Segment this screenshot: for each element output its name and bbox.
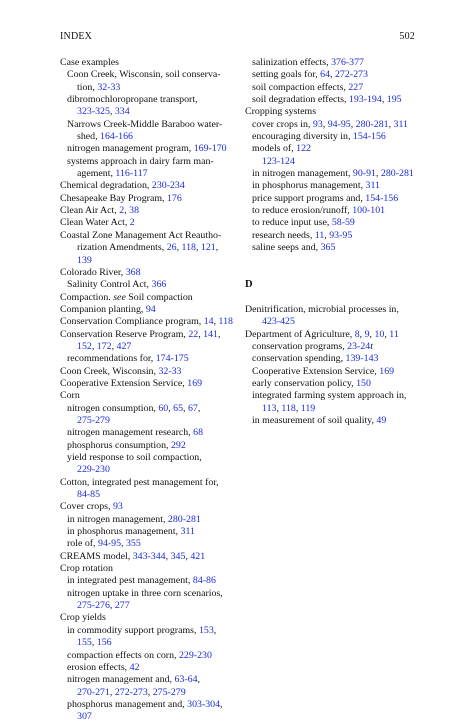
index-entry (60, 489, 238, 501)
index-entry (60, 180, 238, 192)
index-entry (245, 230, 420, 242)
page-reference-link[interactable]: 227 (348, 81, 364, 93)
index-entry (60, 551, 238, 563)
index-entry (60, 366, 238, 378)
entry-text: , (195, 242, 201, 254)
entry-text: to reduce erosion/runoff, (252, 205, 353, 217)
index-entry (60, 440, 238, 452)
page-reference-link[interactable]: 11 (389, 328, 399, 340)
entry-text: , (276, 402, 282, 414)
index-entry (60, 403, 238, 415)
entry-text: , (91, 340, 97, 352)
index-entry (245, 156, 420, 168)
index-entry (60, 378, 238, 390)
entry-text: research needs, (252, 229, 315, 241)
entry-text: Cooperative Extension Service, (252, 365, 380, 377)
page-reference-link[interactable]: 10 (374, 328, 385, 340)
page-reference-link[interactable]: 49 (376, 414, 387, 426)
entry-text: integrated farming system approach in, (252, 390, 407, 402)
entry-text: Coon Creek, Wisconsin, (60, 365, 159, 377)
entry-text: Salinity Control Act, (67, 279, 152, 291)
entry-text: encouraging diversity in, (252, 131, 353, 143)
index-entry (60, 205, 238, 217)
entry-text: , (213, 316, 219, 328)
page-reference-link[interactable]: 11 (314, 229, 325, 241)
page-reference-link[interactable]: 122 (296, 143, 311, 155)
section-letter: D (245, 279, 253, 291)
page-reference-link[interactable]: 280-281 (355, 118, 389, 130)
index-entry (60, 316, 238, 328)
index-entry (60, 699, 238, 711)
entry-text: , (197, 674, 201, 686)
page-reference-link[interactable]: 23-24 (347, 340, 371, 352)
index-entry (245, 304, 420, 316)
entry-text: , (295, 402, 301, 414)
index-entry (245, 106, 420, 118)
entry-text: rization Amendments, (77, 242, 167, 254)
page-reference-link[interactable]: 8 (354, 328, 360, 340)
page-reference-link[interactable]: 116-117 (115, 168, 148, 180)
entry-text: , (381, 94, 387, 106)
page-reference-link[interactable]: 174-175 (155, 353, 189, 365)
entry-text: Chesapeake Bay Program, (60, 192, 167, 204)
index-entry (245, 131, 420, 143)
entry-text: tion, (77, 81, 98, 93)
index-entry (245, 403, 420, 415)
index-entry (60, 600, 238, 612)
entry-text: , (121, 538, 126, 550)
index-entry (60, 427, 238, 439)
page-reference-link[interactable]: 311 (365, 180, 380, 192)
index-entry (60, 526, 238, 538)
entry-text: Corn (60, 390, 80, 402)
entry-text: nitrogen management research, (67, 427, 194, 439)
entry-text: , (369, 328, 375, 340)
index-entry (60, 514, 238, 526)
page-reference-link[interactable]: 94-95 (98, 538, 122, 550)
page-number: 502 (399, 31, 415, 42)
entry-text: systems approach in dairy farm man- (67, 155, 214, 167)
page-reference-link[interactable]: 345 (170, 550, 186, 562)
page-reference-link[interactable]: 153 (198, 624, 214, 636)
page-reference-link[interactable]: 93 (112, 501, 123, 513)
entry-text: , (330, 69, 335, 81)
index-entry (60, 57, 238, 69)
page-reference-link[interactable]: 277 (114, 600, 130, 612)
index-entry (60, 625, 238, 637)
spacer (245, 292, 420, 304)
entry-text: salinization effects, (252, 57, 332, 68)
index-entry (60, 415, 238, 427)
index-entry (245, 242, 420, 254)
page-reference-link[interactable]: 230-234 (151, 180, 185, 192)
page-reference-link[interactable]: 229-230 (77, 464, 110, 476)
page-reference-link[interactable]: 169-170 (193, 143, 227, 155)
page-reference-link[interactable]: 355 (125, 538, 141, 550)
page-reference-link[interactable]: 169 (187, 377, 203, 389)
entry-text: , (111, 340, 117, 352)
page-reference-link[interactable]: 150 (356, 377, 371, 389)
index-entry (60, 143, 238, 155)
entry-text: erosion effects, (67, 661, 130, 673)
page-reference-link[interactable]: 68 (193, 427, 203, 439)
page-reference-link[interactable]: 90-91 (352, 168, 376, 180)
entry-text: , (220, 698, 223, 710)
entry-text: Coastal Zone Management Act Reautho- (60, 229, 222, 241)
page-reference-link[interactable]: 118 (181, 242, 196, 254)
entry-text: Coon Creek, Wisconsin, soil conserva- (67, 69, 221, 81)
page-reference-link[interactable]: 423-425 (262, 316, 295, 328)
entry-text: Compaction. (60, 291, 114, 303)
page-reference-link[interactable]: 84-86 (192, 575, 216, 587)
entry-text: , (350, 118, 356, 130)
entry-text: , (213, 624, 217, 636)
page-reference-link[interactable]: 118 (218, 316, 233, 328)
index-column-left (60, 57, 238, 724)
entry-text: , (176, 242, 182, 254)
entry-text: , (109, 600, 115, 612)
page-reference-link[interactable]: 58-59 (331, 217, 355, 229)
running-header (60, 31, 415, 45)
page-reference-link[interactable]: 164-166 (100, 131, 133, 143)
page-reference-link[interactable]: 156 (96, 637, 112, 649)
page-reference-link[interactable]: 64 (320, 69, 331, 81)
entry-text: Cooperative Extension Service, (60, 377, 188, 389)
index-entry (60, 563, 238, 575)
page-reference-link[interactable]: 26 (166, 242, 177, 254)
page-reference-link[interactable]: 119 (300, 402, 316, 414)
entry-text: , (91, 637, 97, 649)
page-reference-link[interactable]: 376-377 (331, 57, 364, 68)
page-reference-link[interactable]: 280-281 (380, 168, 414, 180)
index-entry (60, 501, 238, 513)
index-entry (60, 156, 238, 168)
page-reference-link[interactable]: 427 (116, 340, 132, 352)
index-entry (60, 119, 238, 131)
index-entry (60, 464, 238, 476)
page-reference-link[interactable]: 121 (200, 242, 216, 254)
index-entry (60, 131, 238, 143)
entry-text: in measurement of soil quality, (252, 414, 377, 426)
index-entry (60, 588, 238, 600)
index-entry (60, 637, 238, 649)
page-reference-link[interactable]: 93 (312, 118, 323, 130)
cross-reference-term: t (370, 340, 373, 352)
index-entry (245, 193, 420, 205)
entry-text: nitrogen management program, (67, 143, 194, 155)
index-entry (60, 650, 238, 662)
entry-text: Crop yields (60, 612, 106, 624)
entry-text: , (147, 686, 153, 698)
page-reference-link[interactable]: 366 (151, 279, 167, 291)
cross-reference-term: see (113, 291, 126, 303)
index-entry (60, 193, 238, 205)
entry-text: , (185, 550, 191, 562)
page-reference-link[interactable]: 84-85 (77, 489, 101, 501)
page-reference-link[interactable]: 307 (77, 711, 92, 723)
spacer (245, 267, 420, 279)
entry-text: Denitrification, microbial processes in, (245, 303, 399, 315)
entry-text: Crop rotation (60, 563, 113, 575)
index-entry (245, 390, 420, 402)
index-entry (245, 415, 420, 427)
page-reference-link[interactable]: 32-33 (158, 365, 182, 377)
entry-text: , (384, 328, 390, 340)
page-reference-link[interactable]: 272-273 (114, 686, 148, 698)
entry-text: compaction effects on corn, (67, 649, 179, 661)
index-entry (245, 329, 420, 341)
index-entry (60, 687, 238, 699)
entry-text: Conservation Reserve Program, (60, 328, 189, 340)
page-reference-link[interactable]: 421 (190, 550, 206, 562)
index-entry (60, 612, 238, 624)
entry-text: soil compaction effects, (252, 81, 349, 93)
index-entry (60, 538, 238, 550)
page-reference-link[interactable]: 60 (158, 402, 169, 414)
page-reference-link[interactable]: 123-124 (262, 155, 295, 167)
entry-text: saline seeps and, (252, 242, 321, 254)
page-reference-link[interactable]: 93-95 (329, 229, 353, 241)
page-reference-link[interactable]: 32-33 (97, 81, 121, 93)
entry-text: soil degradation effects, (252, 94, 349, 106)
entry-text: , (322, 118, 328, 130)
index-entry (60, 168, 238, 180)
page-reference-link[interactable]: 38 (129, 205, 139, 217)
page-reference-link[interactable]: 2 (119, 205, 125, 217)
index-entry (60, 292, 238, 304)
entry-text: Cropping systems (245, 106, 317, 118)
entry-text: nitrogen management and, (67, 674, 175, 686)
entry-text: yield response to soil compaction, (67, 452, 202, 463)
page-reference-link[interactable]: 2 (129, 217, 135, 229)
index-entry (245, 316, 420, 328)
index-entry (60, 390, 238, 402)
index-entry (60, 477, 238, 489)
page-reference-link[interactable]: 229-230 (178, 649, 212, 661)
index-entry (245, 341, 420, 353)
entry-text: in nitrogen management, (252, 168, 353, 180)
page-reference-link[interactable]: 343-344 (132, 550, 166, 562)
index-entry (60, 230, 238, 242)
page-reference-link[interactable]: 42 (129, 661, 140, 673)
entry-text: Soil compaction (125, 291, 193, 303)
page-reference-link[interactable]: 270-271 (77, 686, 110, 698)
page-reference-link[interactable]: 139 (77, 254, 92, 266)
index-entry (245, 353, 420, 365)
page-reference-link[interactable]: 280-281 (167, 513, 201, 525)
entry-text: to reduce input use, (252, 217, 332, 229)
index-entry (60, 242, 238, 254)
index-entry (60, 94, 238, 106)
page-reference-link[interactable]: 94 (145, 303, 156, 315)
entry-text: Narrows Creek-Middle Baraboo water- (67, 118, 223, 130)
page-reference-link[interactable]: 292 (170, 439, 186, 451)
spacer (245, 255, 420, 267)
entry-text: Colorado River, (60, 266, 126, 278)
page-reference-link[interactable]: 154-156 (352, 131, 386, 143)
entry-text: , (217, 328, 221, 340)
header-title: INDEX (60, 31, 93, 42)
entry-text: in integrated pest management, (67, 575, 193, 587)
page-reference-link[interactable]: 65 (173, 402, 184, 414)
entry-text: agement, (77, 168, 116, 180)
entry-text: , (324, 229, 330, 241)
page-reference-link[interactable]: 139-143 (345, 353, 379, 365)
entry-text: nitrogen consumption, (67, 402, 159, 414)
page-reference-link[interactable]: 169 (379, 365, 395, 377)
index-entry (245, 94, 420, 106)
index-entry (60, 267, 238, 279)
entry-text: cover crops in, (252, 118, 313, 130)
page-reference-link[interactable]: 368 (125, 266, 141, 278)
index-entry (60, 674, 238, 686)
page-reference-link[interactable]: 94-95 (327, 118, 351, 130)
index-entry (60, 279, 238, 291)
page-reference-link[interactable]: 9 (364, 328, 370, 340)
entry-text: , (165, 550, 171, 562)
page-reference-link[interactable]: 323-325 (77, 106, 110, 118)
page-reference-link[interactable]: 303-304 (187, 698, 221, 710)
entry-text: conservation programs, (252, 340, 348, 352)
entry-text: Clean Water Act, (60, 217, 130, 229)
index-entry (245, 69, 420, 81)
page-reference-link[interactable]: 141 (203, 328, 218, 340)
page-reference-link[interactable]: 365 (320, 242, 336, 254)
index-entry (245, 143, 420, 155)
page-reference-link[interactable]: 113 (262, 402, 277, 414)
index-entry (245, 57, 420, 69)
index-column-right (245, 57, 420, 427)
page-reference-link[interactable]: 311 (180, 526, 195, 538)
entry-text: Conservation Compliance program, (60, 316, 204, 328)
page-reference-link[interactable]: 172 (96, 340, 112, 352)
index-entry (60, 662, 238, 674)
index-entry (245, 217, 420, 229)
page-reference-link[interactable]: 155 (77, 637, 92, 649)
entry-text: Chemical degradation, (60, 180, 152, 192)
index-entry (60, 353, 238, 365)
page-reference-link[interactable]: 334 (114, 106, 130, 118)
entry-text: , (375, 168, 381, 180)
entry-text: role of, (67, 538, 98, 550)
entry-text: Cotton, integrated pest management for, (60, 476, 219, 488)
page-reference-link[interactable]: 272-273 (334, 69, 368, 81)
entry-text: in phosphorus management, (67, 526, 181, 538)
index-entry (60, 304, 238, 316)
entry-text: , (168, 402, 174, 414)
entry-text: recommendations for, (67, 353, 156, 365)
page-reference-link[interactable]: 154-156 (365, 192, 399, 204)
page-reference-link[interactable]: 176 (166, 192, 182, 204)
page-reference-link[interactable]: 152 (77, 340, 92, 352)
entry-text: Department of Agriculture, (245, 328, 355, 340)
entry-text: , (109, 686, 115, 698)
index-entry (60, 575, 238, 587)
entry-text: conservation spending, (252, 353, 346, 365)
index-entry (60, 82, 238, 94)
page-reference-link[interactable]: 14 (203, 316, 214, 328)
index-entry (60, 217, 238, 229)
index-entry (245, 366, 420, 378)
entry-text: , (359, 328, 365, 340)
entry-text: nitrogen uptake in three corn scenarios, (67, 587, 223, 599)
index-entry (60, 711, 238, 723)
page-reference-link[interactable]: 275-279 (152, 686, 186, 698)
index-entry (245, 119, 420, 131)
page-reference-link[interactable]: 193-194 (348, 94, 382, 106)
index-entry (60, 69, 238, 81)
index-entry (60, 255, 238, 267)
entry-text: in nitrogen management, (67, 513, 168, 525)
index-entry (245, 378, 420, 390)
entry-text: Case examples (60, 57, 119, 68)
index-entry (60, 341, 238, 353)
page-reference-link[interactable]: 63-64 (174, 674, 198, 686)
index-entry (245, 205, 420, 217)
entry-text: setting goals for, (252, 69, 321, 81)
index-entry (60, 452, 238, 464)
entry-text: , (388, 118, 394, 130)
entry-text: dibromochloropropane transport, (67, 94, 198, 106)
entry-text: phosphorus management and, (67, 698, 188, 710)
entry-text: Cover crops, (60, 501, 113, 513)
entry-text: in phosphorus management, (252, 180, 366, 192)
index-entry (245, 82, 420, 94)
entry-text: phosphorus consumption, (67, 439, 171, 451)
entry-text: , (215, 242, 219, 254)
entry-text: , (197, 402, 201, 414)
entry-text: , (124, 205, 130, 217)
entry-text: early conservation policy, (252, 377, 357, 389)
index-entry (60, 329, 238, 341)
entry-text: CREAMS model, (60, 550, 133, 562)
index-entry (245, 168, 420, 180)
index-entry (60, 106, 238, 118)
page-reference-link[interactable]: 118 (281, 402, 296, 414)
page-reference-link[interactable]: 311 (393, 118, 408, 130)
entry-text: Clean Air Act, (60, 205, 120, 217)
page-reference-link[interactable]: 195 (386, 94, 402, 106)
page-reference-link[interactable]: 22 (188, 328, 199, 340)
entry-text: , (109, 106, 115, 118)
entry-text: , (183, 402, 188, 414)
page-reference-link[interactable]: 67 (187, 402, 198, 414)
index-entry (245, 180, 420, 192)
page-reference-link[interactable]: 275-276 (77, 600, 110, 612)
entry-text: price support programs and, (252, 192, 366, 204)
entry-text: in commodity support programs, (67, 624, 199, 636)
entry-text: , (198, 328, 204, 340)
entry-text: shed, (77, 131, 101, 143)
entry-text: Companion planting, (60, 303, 146, 315)
page-reference-link[interactable]: 100-101 (352, 205, 386, 217)
page-reference-link[interactable]: 275-279 (77, 414, 110, 426)
entry-text: models of, (252, 143, 297, 155)
